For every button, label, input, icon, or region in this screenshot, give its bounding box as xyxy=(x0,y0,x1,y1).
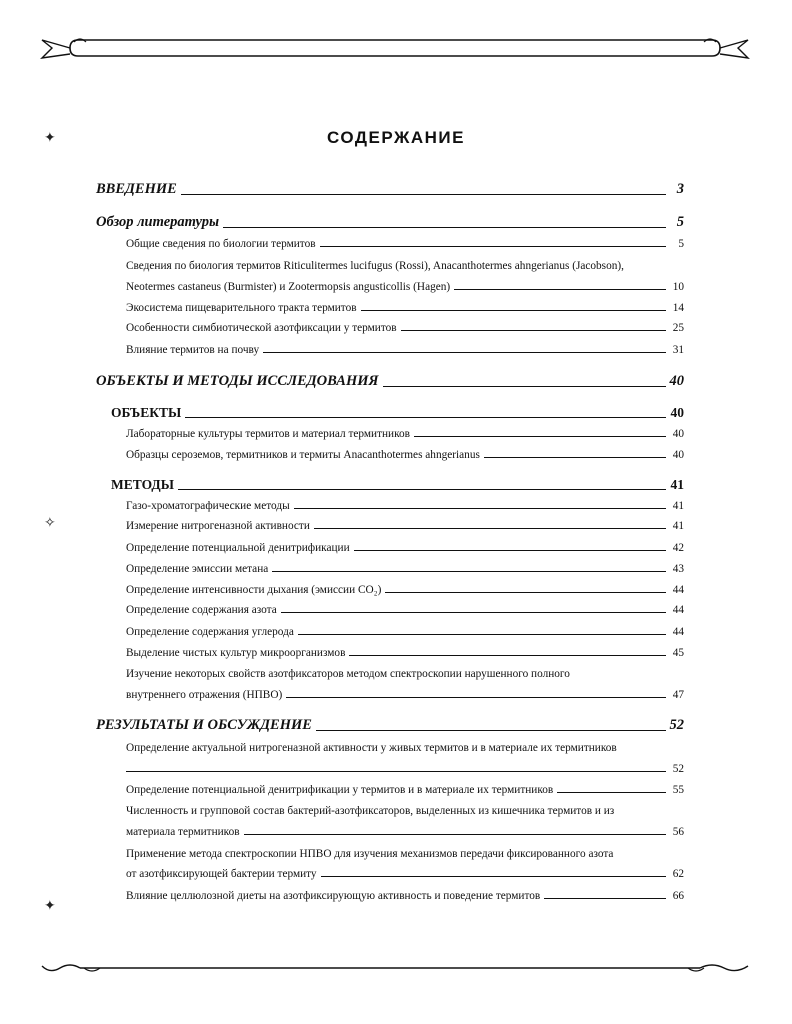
scroll-banner-top xyxy=(40,30,750,66)
toc-item: 52 xyxy=(126,763,684,775)
toc-entry-methods: МЕТОДЫ 41 xyxy=(111,477,684,492)
page-title: СОДЕРЖАНИЕ xyxy=(327,128,465,147)
toc-item: Образцы сероземов, термитников и термиты Anacanthotermes ahngerianus 40 xyxy=(126,449,684,461)
toc-entry-intro: ВВЕДЕНИЕ 3 xyxy=(96,181,684,197)
toc-entry-objects-methods: ОБЪЕКТЫ И МЕТОДЫ ИССЛЕДОВАНИЯ 40 xyxy=(96,373,684,389)
toc-item: Определение потенциальной денитрификации у термитов и в материале их термитников 55 xyxy=(126,784,684,796)
toc-item: Выделение чистых культур микроорганизмов 45 xyxy=(126,647,684,659)
scan-mark: ✦ xyxy=(44,131,56,146)
toc-item: Определение интенсивности дыхания (эмиссии CO₂) 44 xyxy=(126,584,684,596)
toc-item-line1: Численность и групповой состав бактерий-азотфиксаторов, выделенных из кишечника термитов и из xyxy=(126,805,615,817)
toc-entry-results: РЕЗУЛЬТАТЫ И ОБСУЖДЕНИЕ 52 xyxy=(96,717,684,733)
toc-item: Определение содержания углерода 44 xyxy=(126,626,684,638)
toc-item: Определение содержания азота 44 xyxy=(126,604,684,616)
toc-item: Общие сведения по биологии термитов 5 xyxy=(126,238,684,250)
toc-item-line1: Изучение некоторых свойств азотфиксаторов методом спектроскопии нарушенного полного xyxy=(126,668,570,680)
toc-item: внутреннего отражения (НПВО) 47 xyxy=(126,689,684,701)
toc-item: Измерение нитрогеназной активности 41 xyxy=(126,520,684,532)
toc-item: Neotermes castaneus (Burmister) и Zootermopsis angusticollis (Hagen) 10 xyxy=(126,281,684,293)
toc-item: материала термитников 56 xyxy=(126,826,684,838)
scroll-banner-bottom xyxy=(40,958,750,982)
scan-mark: ✧ xyxy=(44,516,56,531)
toc-item-line1: Применение метода спектроскопии НПВО для изучения механизмов передачи фиксированного азота xyxy=(126,848,614,860)
toc-item: Газо-хроматографические методы 41 xyxy=(126,500,684,512)
toc-item: Влияние целлюлозной диеты на азотфиксирующую активность и поведение термитов 66 xyxy=(126,890,684,902)
toc-entry-review: Обзор литературы 5 xyxy=(96,214,684,230)
toc-item: Особенности симбиотической азотфиксации у термитов 25 xyxy=(126,322,684,334)
scan-mark: ✦ xyxy=(44,899,56,914)
toc-item: Влияние термитов на почву 31 xyxy=(126,344,684,356)
toc-item: Экосистема пищеварительного тракта термитов 14 xyxy=(126,302,684,314)
toc-item-line1: Определение актуальной нитрогеназной активности у живых термитов и в материале их термитников xyxy=(126,742,617,754)
toc-item: Лабораторные культуры термитов и материал термитников 40 xyxy=(126,428,684,440)
toc-item-line1: Сведения по биология термитов Riticulitermes lucifugus (Rossi), Anacanthotermes ahngerianus (Jacobson), xyxy=(126,260,624,272)
toc-entry-objects: ОБЪЕКТЫ 40 xyxy=(111,405,684,420)
toc-item: от азотфиксирующей бактерии термиту 62 xyxy=(126,868,684,880)
toc-item: Определение потенциальной денитрификации 42 xyxy=(126,542,684,554)
toc-item: Определение эмиссии метана 43 xyxy=(126,563,684,575)
